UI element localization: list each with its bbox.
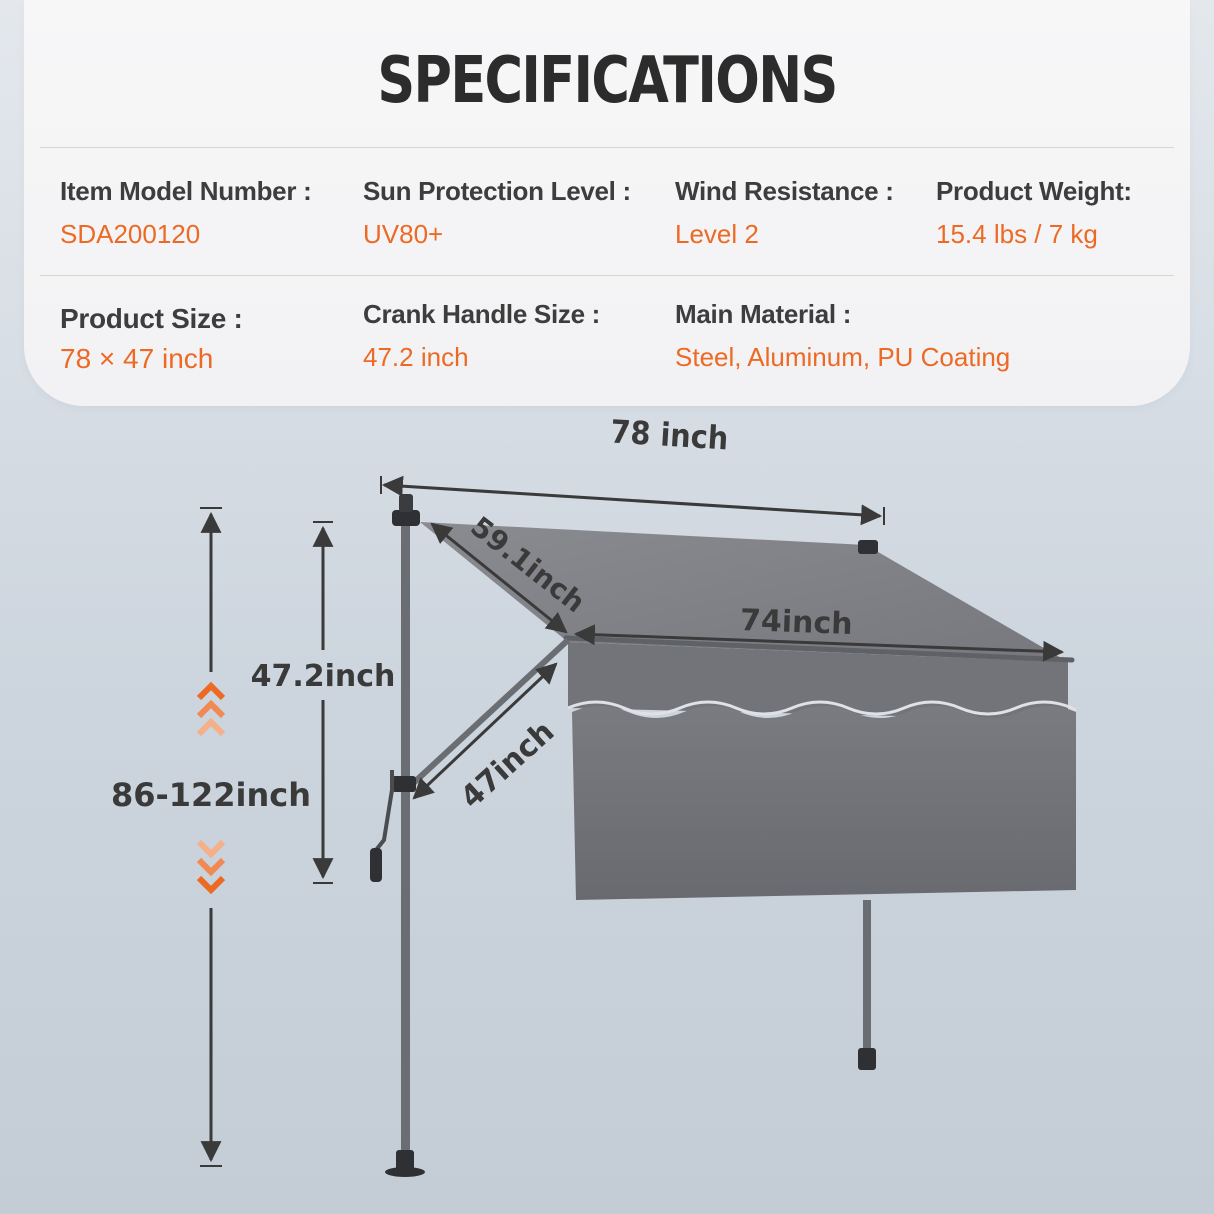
right-bracket (858, 540, 878, 554)
spec-label: Main Material : (675, 299, 852, 329)
crank-grip (370, 848, 382, 882)
spec-label: Product Weight: (936, 176, 1132, 206)
drop-screen (572, 706, 1076, 900)
spec-value: SDA200120 (60, 219, 201, 249)
spec-label: Wind Resistance : (675, 176, 894, 206)
dimension-height-range: 86-122inch (110, 776, 312, 814)
spec-label: Item Model Number : (60, 176, 312, 206)
spec-value: 15.4 lbs / 7 kg (936, 219, 1098, 249)
dimension-width-top: 78 inch (609, 414, 730, 458)
left-pole (401, 522, 410, 1172)
top-clamp (399, 494, 413, 512)
dimension-projection: 47inch (454, 714, 562, 816)
spec-label: Product Size : (60, 303, 243, 334)
spec-label: Crank Handle Size : (363, 299, 601, 329)
spec-value: 47.2 inch (363, 342, 469, 372)
spec-value: Level 2 (675, 219, 759, 249)
dimension-arm-length: 59.1inch (464, 509, 592, 620)
top-bracket (392, 510, 420, 526)
crank-handle (376, 770, 392, 850)
spec-value: UV80+ (363, 219, 444, 249)
left-pole-base (385, 1167, 425, 1177)
spec-value: 78 × 47 inch (60, 343, 214, 374)
spec-label: Sun Protection Level : (363, 176, 631, 206)
adjust-down-chevrons-icon (199, 842, 223, 890)
spec-value: Steel, Aluminum, PU Coating (675, 342, 1011, 372)
right-pole-foot (858, 1048, 876, 1070)
dimension-front-width: 74inch (739, 603, 854, 642)
arm-joint (392, 776, 416, 792)
dimension-line-width-top (384, 485, 880, 516)
page-title: SPECIFICATIONS (377, 44, 837, 118)
right-pole (863, 900, 871, 1055)
dimension-handle-height: 47.2inch (250, 659, 396, 694)
adjust-up-chevrons-icon (199, 686, 223, 734)
